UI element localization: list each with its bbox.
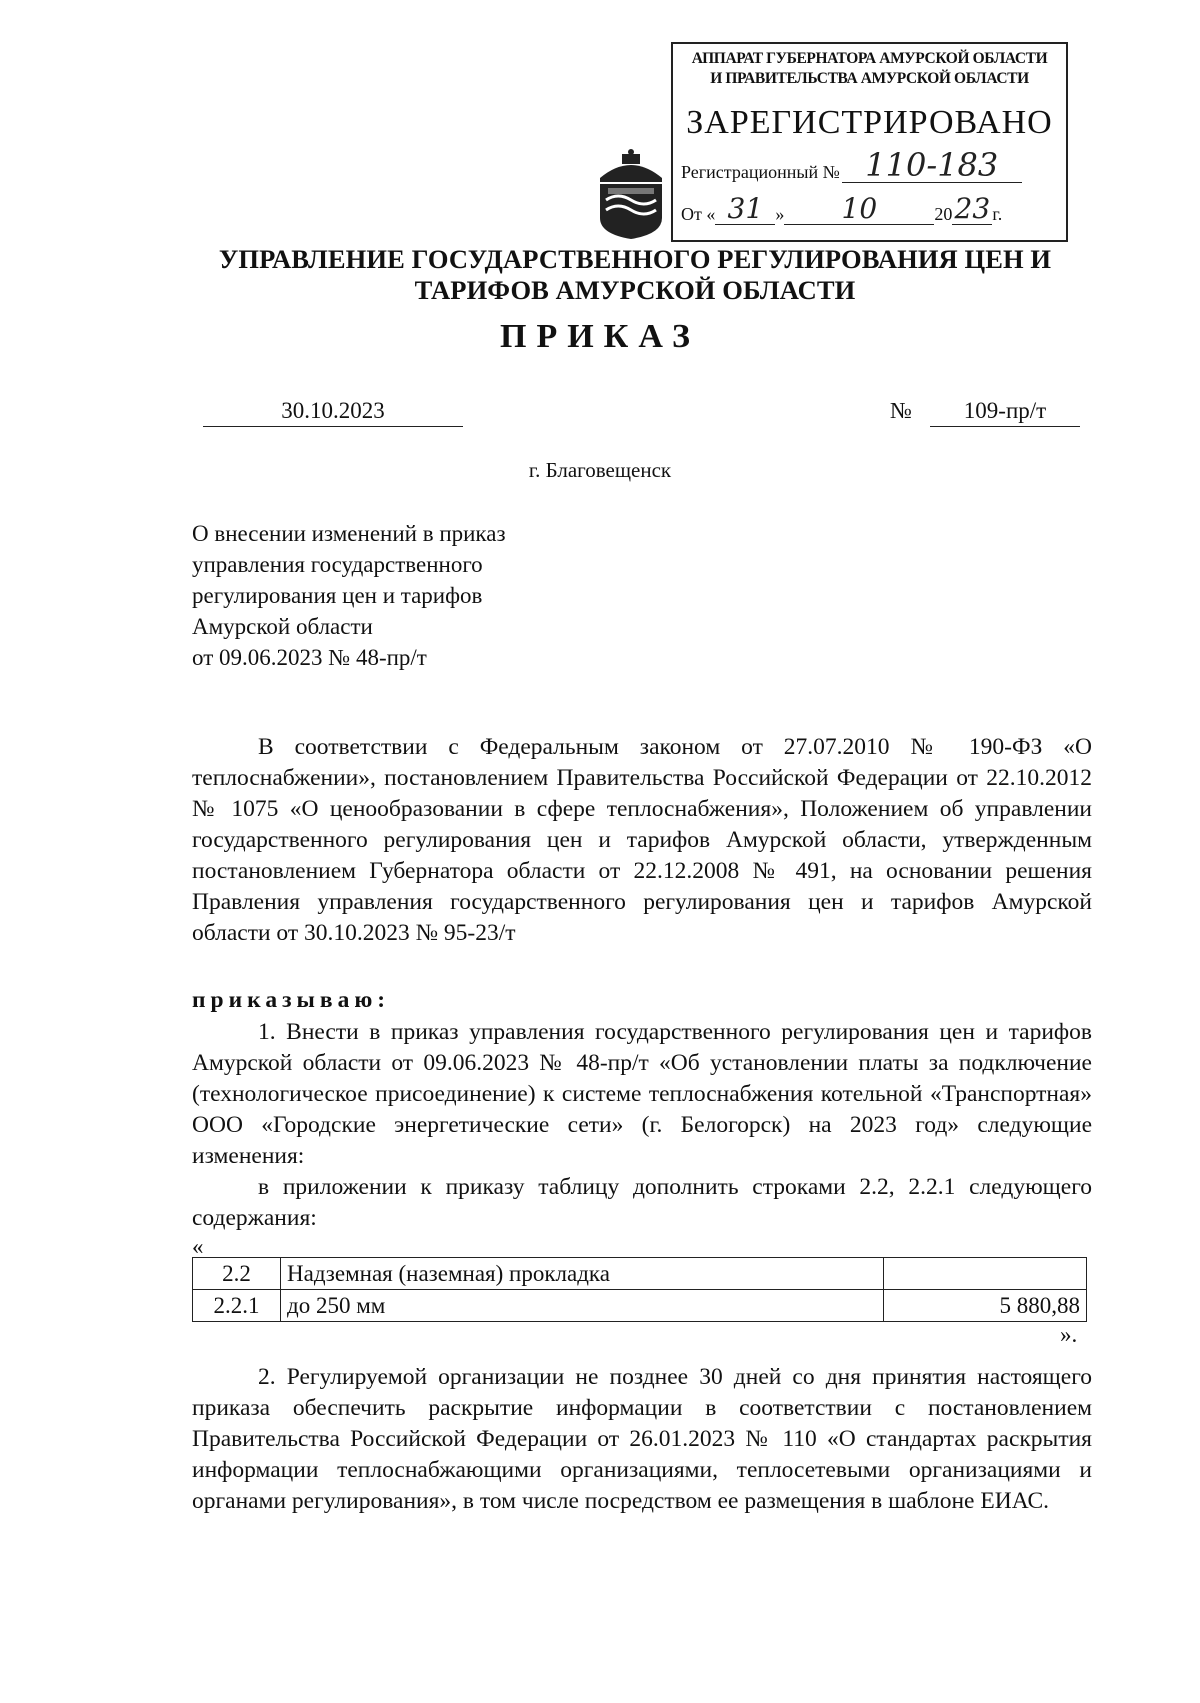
stamp-date-year-prefix: 20 — [934, 204, 953, 224]
stamp-date-year: 23 — [952, 194, 992, 225]
subject-line-5: от 09.06.2023 № 48-пр/т — [192, 645, 427, 670]
paragraph-item-1-amendment: в приложении к приказу таблицу дополнить строками 2.2, 2.2.1 следующего содержания: — [192, 1174, 1092, 1231]
stamp-reg-number: 110-183 — [842, 148, 1022, 183]
document-number: 109-пр/т — [930, 398, 1080, 427]
stamp-date-month: 10 — [784, 194, 934, 225]
table-row — [193, 1290, 1087, 1322]
subject-line-3: регулирования цен и тарифов — [192, 583, 483, 608]
order-label: приказываю: — [192, 987, 391, 1013]
stamp-date-row — [681, 194, 1002, 225]
subject-line-2: управления государственного — [192, 552, 483, 577]
table-cell-name: Надземная (наземная) прокладка — [281, 1258, 884, 1290]
quote-open: « — [192, 1234, 204, 1259]
paragraph-item-1: 1. Внести в приказ управления государственного регулирования цен и тарифов Амурской области от 09.06.2023 № 48-пр/т «Об установлении платы за подключение (технологическое присоединение) к системе теплоснабжения котельной «Транспортная» ООО «Городские энергетические сети» (г. Белогорск) на 2023 год» следующие изменения: — [192, 1019, 1092, 1169]
stamp-date-mid: » — [775, 204, 785, 224]
stamp-line-2: И ПРАВИТЕЛЬСТВА АМУРСКОЙ ОБЛАСТИ — [710, 70, 1029, 87]
table-cell-name: до 250 мм — [281, 1290, 884, 1322]
registration-stamp — [671, 42, 1068, 242]
table-cell-num: 2.2.1 — [193, 1290, 281, 1322]
stamp-date-day: 31 — [715, 194, 775, 225]
paragraph-basis: В соответствии с Федеральным законом от 27.07.2010 № 190-ФЗ «О теплоснабжении», постановлением Правительства Российской Федерации от 22.10.2012 № 1075 «О ценообразовании в сфере теплоснабжения», Положением об управлении государственного регулирования цен и тарифов Амурской области, утвержденным постановлением Губернатора области от 22.12.2008 № 491, на основании решения Правления управления государственного регулирования цен и тарифов Амурской области от 30.10.2023 № 95-23/т — [192, 734, 1092, 946]
table-cell-value — [884, 1258, 1087, 1290]
coat-of-arms-icon — [592, 148, 670, 240]
document-number-label: № — [890, 398, 912, 423]
table-cell-num: 2.2 — [193, 1258, 281, 1290]
tariff-table — [192, 1257, 1087, 1322]
document-subject — [192, 518, 612, 673]
table-cell-value: 5 880,88 — [884, 1290, 1087, 1322]
stamp-reg-number-row — [681, 148, 1022, 183]
organization-line-2: ТАРИФОВ АМУРСКОЙ ОБЛАСТИ — [414, 275, 856, 305]
quote-close: ». — [1060, 1322, 1078, 1347]
document-city: г. Благовещенск — [528, 458, 672, 482]
subject-line-4: Амурской области — [192, 614, 373, 639]
organization-line-1: УПРАВЛЕНИЕ ГОСУДАРСТВЕННОГО РЕГУЛИРОВАНИЯ ЦЕН И — [218, 244, 1052, 274]
stamp-reg-number-label: Регистрационный № — [681, 162, 840, 182]
document-date: 30.10.2023 — [203, 398, 463, 427]
organization-name — [190, 244, 1080, 306]
stamp-registered: ЗАРЕГИСТРИРОВАНО — [686, 104, 1053, 141]
subject-line-1: О внесении изменений в приказ — [192, 521, 506, 546]
stamp-date-year-end: г. — [992, 204, 1003, 224]
table-row — [193, 1258, 1087, 1290]
stamp-date-from-label: От « — [681, 204, 716, 224]
document-type: ПРИКАЗ — [500, 318, 700, 355]
stamp-line-1: АППАРАТ ГУБЕРНАТОРА АМУРСКОЙ ОБЛАСТИ — [691, 50, 1048, 67]
paragraph-item-2: 2. Регулируемой организации не позднее 30 дней со дня принятия настоящего приказа обеспечить раскрытие информации в соответствии с постановлением Правительства Российской Федерации от 26.01.2023 № 110 «О стандартах раскрытия информации теплоснабжающими организациями, теплосетевыми организациями и органами регулирования», в том числе посредством ее размещения в шаблоне ЕИАС. — [192, 1364, 1092, 1514]
